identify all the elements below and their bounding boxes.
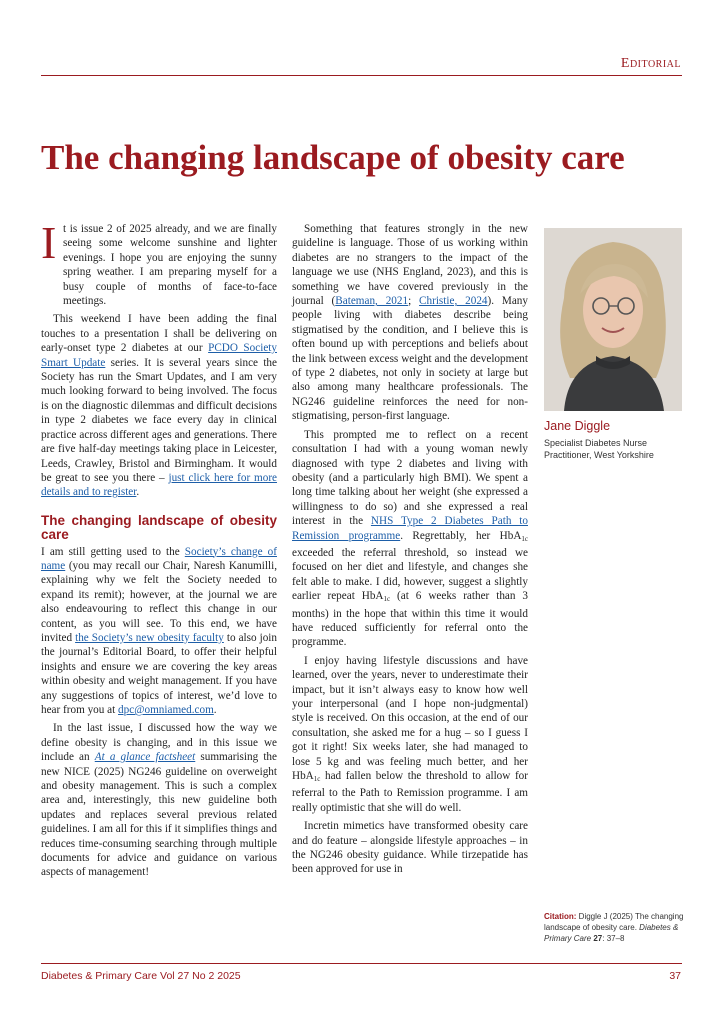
obesity-faculty-link[interactable]: the Society’s new obesity faculty xyxy=(75,631,224,644)
text: I enjoy having lifestyle discussions and have learned, over the years, never to underestimate their impact, but it isn’t always easy to know how well your interpersonal (and I hope non-judgmental) style is received. On this occasion, at the end of our consultation, she asked me for a hug – so I guess I got it right! Six weeks later, she had managed to lose 5 kg and was feeling much better, and her HbA xyxy=(292,654,528,783)
bateman-link[interactable]: Bateman, 2021 xyxy=(335,295,409,308)
citation xyxy=(544,911,684,944)
subscript: 1c xyxy=(521,534,529,543)
paragraph xyxy=(63,222,277,308)
citation-volume: 27 xyxy=(591,934,603,943)
text: exceeded the referral threshold, so instead we focused on her diet and lifestyle, and changes she felt able to make. I did, however, suggest a slightly earlier repeat HbA xyxy=(292,546,528,603)
text: Something that features strongly in the new guideline is language. Those of us working within diabetes are no strangers to the impact of the language we use (NHS England, 2023), and this is something we have covered previously in the journal ( xyxy=(292,223,528,308)
text: ). Many people living with diabetes describe being stigmatised by the condition, and I believe this is often bound up with perceptions and beliefs about the link between excess weight and the development of type 2 diabetes, not only in society at large but also among many healthcare professionals. The NG246 guideline reinforces the need for non-stigmatising, person-first language. xyxy=(292,295,528,423)
paragraph xyxy=(41,721,277,879)
paragraph xyxy=(292,222,528,424)
subheading: The changing landscape of obesity care xyxy=(41,512,277,543)
paragraph xyxy=(292,654,528,815)
page-number: 37 xyxy=(669,970,681,982)
body-column-2 xyxy=(292,222,528,881)
text: series. It is several years since the Society has run the Smart Updates, and I am very much looking forward to being involved. The focus is on the diagnostic dilemmas and difficult decisions in type 2 diabetes we face every day in clinical practice across different ages and generations. There are five half-day meetings taking place in Leicester, Leeds, Crawley, Bristol and Birmingham. It would be great to see you there – xyxy=(41,356,277,484)
text: (at 6 weeks rather than 3 months) in the hope that within this time it would have reduced sufficiently for referral onto the programme. xyxy=(292,590,529,649)
text: had fallen below the threshold to allow for referral to the Path to Remission programme. I am really optimistic that she will do well. xyxy=(292,770,528,814)
citation-journal: Diabetes & Primary Care xyxy=(544,923,679,943)
text: (you may recall our Chair, Naresh Kanumilli, explaining why we felt the Society needed to expand its remit); however, at the journal we are also endeavouring to reflect this change in our content, as you will see. To this end, we have invited xyxy=(41,559,277,644)
portrait-illustration xyxy=(544,228,682,411)
text: . Regrettably, her HbA xyxy=(400,529,522,542)
text: In the last issue, I discussed how the way we define obesity is changing, and in this issue we include an xyxy=(41,722,277,764)
christie-link[interactable]: Christie, 2024 xyxy=(419,295,488,308)
text: to also join the journal’s Editorial Board, to offer their helpful insights and ensure we are covering the key areas within obesity and weight management. If you have any suggestions of topics of interest, we’d love to hear from you at xyxy=(41,631,278,716)
subscript: 1c xyxy=(383,595,391,604)
subscript: 1c xyxy=(313,775,321,784)
section-label: Editorial xyxy=(620,56,681,71)
smart-update-link[interactable]: PCDO Society Smart Update xyxy=(41,342,277,369)
change-of-name-link[interactable]: Society’s change of name xyxy=(41,545,277,572)
register-link[interactable]: just click here for more details and to register xyxy=(41,471,278,499)
citation-pages: : 37–8 xyxy=(602,934,625,943)
article-title: The changing landscape of obesity care xyxy=(41,138,625,177)
body-column-1 xyxy=(41,217,278,884)
header-rule xyxy=(41,75,682,76)
author-photo xyxy=(544,228,682,411)
intro-paragraph-block xyxy=(41,217,277,308)
text: I am still getting used to the xyxy=(41,545,185,558)
path-to-remission-link[interactable]: NHS Type 2 Diabetes Path to Remission programme xyxy=(292,515,528,542)
paragraph xyxy=(41,312,277,499)
text: . xyxy=(213,704,217,716)
text: . xyxy=(136,486,140,499)
drop-cap: I xyxy=(41,217,57,268)
text: This weekend I have been adding the final touches to a presentation I shall be delivering on early-onset type 2 diabetes at our xyxy=(41,313,277,355)
citation-text: Diggle J (2025) The changing landscape of obesity care. xyxy=(544,912,684,932)
text: t is issue 2 of 2025 already, and we are finally seeing some welcome sunshine and lighter evenings. I hope you are enjoying the sunny spring weather. I am preparing myself for a busy couple of months of face-to-face meetings. xyxy=(63,223,277,308)
text: Incretin mimetics have transformed obesity care and do feature – alongside lifestyle approaches – in the NG246 obesity guidance. While tirzepatide has been approved for use in xyxy=(292,820,528,876)
author-name: Jane Diggle xyxy=(544,419,611,433)
author-role: Specialist Diabetes Nurse Practitioner, West Yorkshire xyxy=(544,438,654,460)
text: summarising the new NICE (2025) NG246 guideline on overweight and obesity management. This is such a complex area and, interestingly, this new guideline both updates and replaces several previous related guidelines. I am all for this if it simplifies things and reduces time-consuming searching through multiple documents for advice and guidance on various aspects of management! xyxy=(41,751,277,879)
paragraph xyxy=(292,819,528,877)
text: ; xyxy=(408,295,420,308)
footer-journal: Diabetes & Primary Care Vol 27 No 2 2025 xyxy=(41,970,241,982)
paragraph xyxy=(292,428,528,650)
citation-label: Citation: xyxy=(544,912,577,921)
paragraph xyxy=(41,545,277,718)
email-link[interactable]: dpc@omniamed.com xyxy=(118,704,214,716)
factsheet-link[interactable]: At a glance factsheet xyxy=(94,751,196,764)
footer-rule xyxy=(41,963,682,964)
text: This prompted me to reflect on a recent consultation I had with a young woman newly diagnosed with type 2 diabetes and living with obesity (and a particularly high BMI). We spent a long time talking about her weight (she expressed a willingness to do so) and she expressed a real interest in the xyxy=(292,428,528,528)
